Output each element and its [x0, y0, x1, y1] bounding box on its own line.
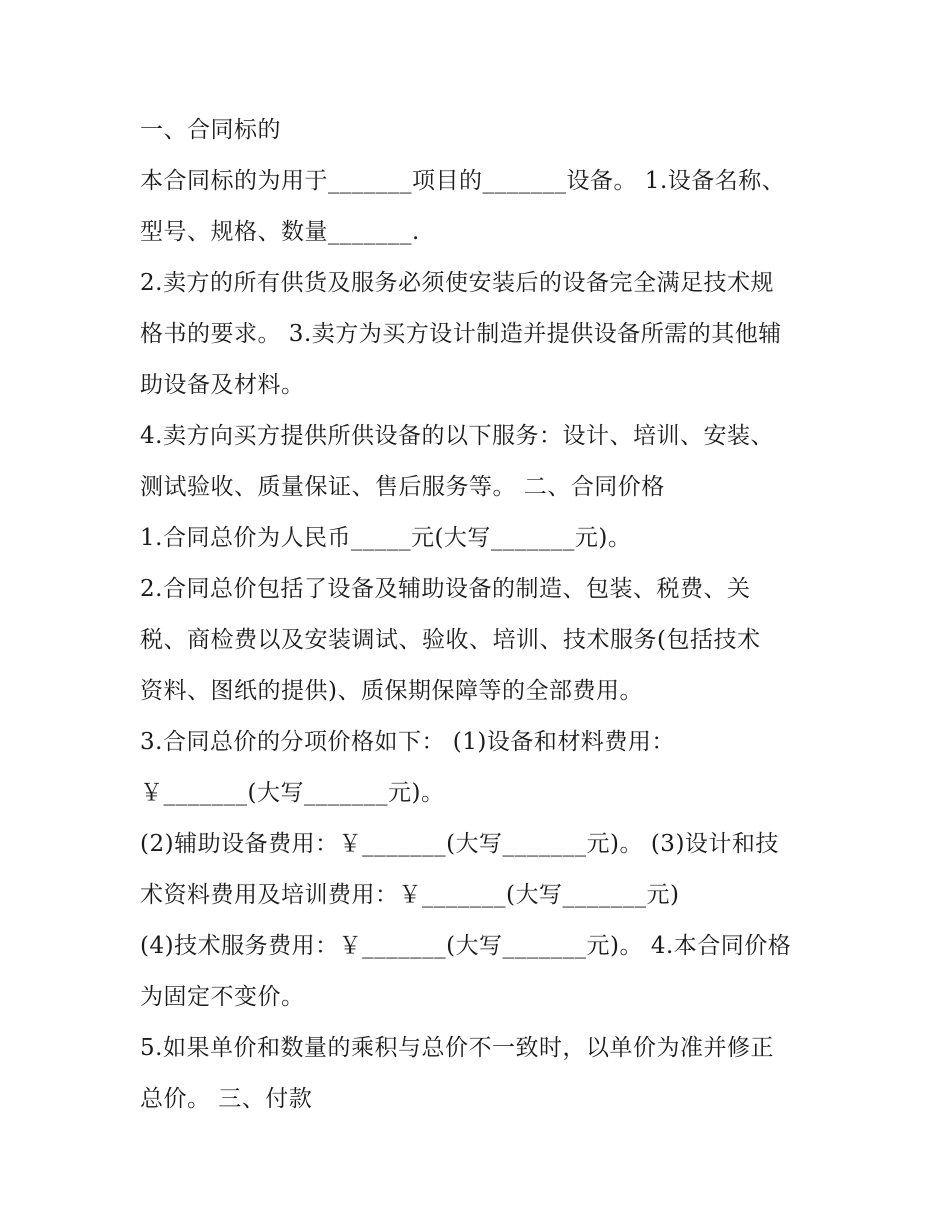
text-line: 4.卖方向买方提供所供设备的以下服务：设计、培训、安装、 — [140, 423, 774, 449]
text-line: 资料、图纸的提供)、质保期保障等的全部费用。 — [140, 678, 643, 704]
text-line: 测试验收、质量保证、售后服务等。 二、合同价格 — [140, 474, 665, 500]
text-line: 术资料费用及培训费用：￥_______(大写_______元) — [140, 882, 680, 908]
text-line: ￥_______(大写_______元)。 — [140, 780, 445, 806]
text-line: 3.合同总价的分项价格如下： (1)设备和材料费用： — [140, 729, 675, 755]
text-line: 税、商检费以及安装调试、验收、培训、技术服务(包括技术 — [140, 627, 761, 653]
text-line: 为固定不变价。 — [140, 984, 305, 1010]
text-line: 本合同标的为用于_______项目的_______设备。 1.设备名称、 — [140, 168, 786, 194]
text-line: 总价。 三、付款 — [140, 1086, 313, 1112]
text-line: 格书的要求。 3.卖方为买方设计制造并提供设备所需的其他辅 — [140, 321, 782, 347]
text-line: 型号、规格、数量_______. — [140, 219, 420, 245]
section-heading-contract-subject: 一、合同标的 — [140, 117, 281, 143]
text-line: 1.合同总价为人民币_____元(大写_______元)。 — [140, 525, 632, 551]
text-line: 2.合同总价包括了设备及辅助设备的制造、包装、税费、关 — [140, 576, 751, 602]
text-line: (2)辅助设备费用：￥_______(大写_______元)。 (3)设计和技 — [140, 831, 779, 857]
text-line: 2.卖方的所有供货及服务必须使安装后的设备完全满足技术规 — [140, 270, 774, 296]
text-line: 助设备及材料。 — [140, 372, 305, 398]
text-line: (4)技术服务费用：￥_______(大写_______元)。 4.本合同价格 — [140, 933, 792, 959]
document-body — [140, 105, 840, 1125]
text-line: 5.如果单价和数量的乘积与总价不一致时，以单价为准并修正 — [140, 1035, 774, 1061]
